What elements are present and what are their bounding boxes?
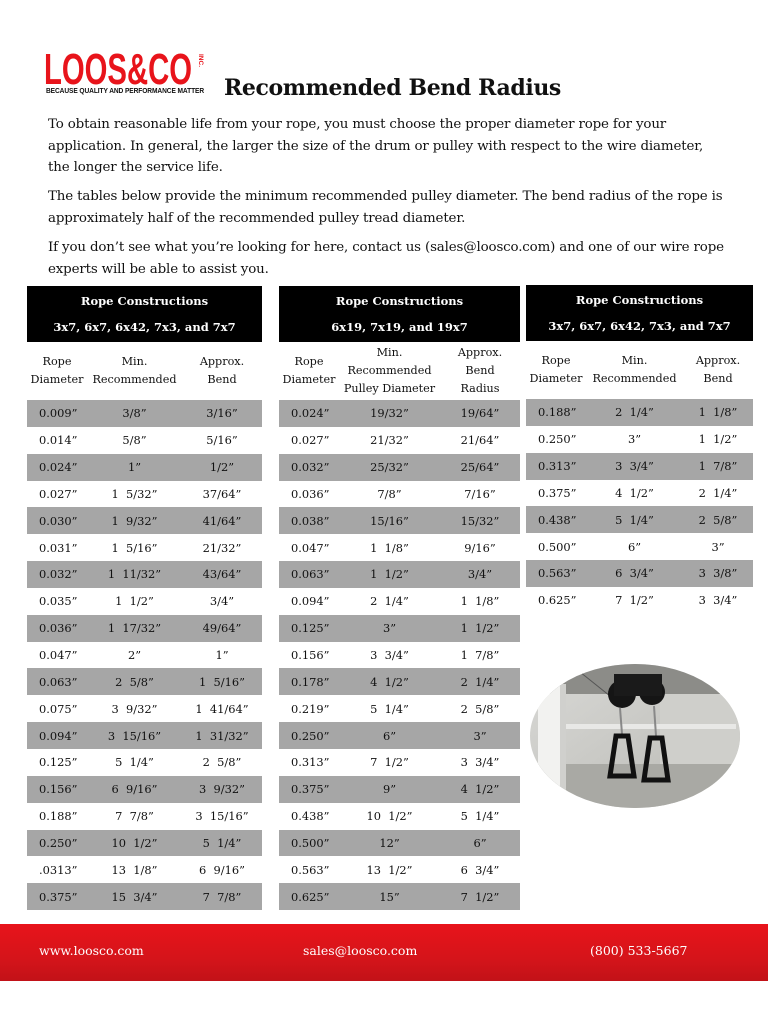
table-row bbox=[279, 400, 520, 427]
cell-approx-bend: 3” bbox=[473, 728, 487, 743]
cell-approx-bend: 6” bbox=[473, 835, 487, 850]
table-row bbox=[279, 856, 520, 883]
table-row bbox=[279, 722, 520, 749]
cell-rope-diameter: 0.313” bbox=[291, 755, 330, 770]
column-headers bbox=[27, 342, 262, 400]
cell-approx-bend: 7 7/8” bbox=[202, 889, 242, 904]
table-row bbox=[27, 776, 262, 803]
table-row bbox=[526, 453, 753, 480]
cell-rope-diameter: 0.063” bbox=[39, 674, 78, 689]
contact-paragraph: If you don’t see what you’re looking for here, contact us (sales@loosco.com) and one of our wire rope experts will be able to assist you. bbox=[48, 240, 724, 277]
table-row bbox=[27, 427, 262, 454]
table-row bbox=[279, 803, 520, 830]
table-header bbox=[27, 286, 262, 342]
cell-approx-bend: 37/64” bbox=[202, 486, 242, 501]
cell-approx-bend: 5 1/4” bbox=[202, 835, 242, 850]
cell-min-recommended: 1” bbox=[127, 460, 142, 475]
table-row bbox=[27, 803, 262, 830]
svg-text:LOOS&CO: LOOS&CO bbox=[44, 46, 192, 90]
cell-min-recommended: 13 1/2” bbox=[366, 862, 413, 877]
cell-rope-diameter: 0.047” bbox=[291, 540, 330, 555]
cell-approx-bend: 21/64” bbox=[460, 433, 500, 448]
cell-rope-diameter: 0.027” bbox=[39, 486, 78, 501]
cell-min-recommended: 15 3/4” bbox=[111, 889, 158, 904]
column-header-min-recommended: Min. Recommended bbox=[92, 355, 177, 386]
cell-min-recommended: 21/32” bbox=[370, 433, 409, 448]
table-row bbox=[279, 481, 520, 508]
table-header-constructions: 3x7, 6x7, 6x42, 7x3, and 7x7 bbox=[53, 320, 236, 334]
cell-min-recommended: 5/8” bbox=[122, 433, 147, 448]
cell-min-recommended: 6” bbox=[382, 728, 397, 743]
cell-approx-bend: 1 1/2” bbox=[460, 621, 500, 636]
cell-rope-diameter: 0.075” bbox=[39, 701, 78, 716]
cell-min-recommended: 25/32” bbox=[370, 460, 409, 475]
cell-approx-bend: 3 3/4” bbox=[698, 593, 738, 608]
cell-min-recommended: 10 1/2” bbox=[111, 835, 158, 850]
cell-min-recommended: 13 1/8” bbox=[111, 862, 158, 877]
cell-min-recommended: 2 5/8” bbox=[115, 674, 154, 689]
cell-rope-diameter: 0.563” bbox=[538, 566, 577, 581]
table-row bbox=[279, 454, 520, 481]
table-row bbox=[27, 695, 262, 722]
cell-min-recommended: 4 1/2” bbox=[615, 485, 654, 500]
cell-rope-diameter: 0.032” bbox=[291, 460, 330, 475]
table-header-constructions: 6x19, 7x19, and 19x7 bbox=[331, 320, 468, 334]
cell-min-recommended: 1 17/32” bbox=[107, 621, 162, 636]
page-title: Recommended Bend Radius bbox=[224, 75, 561, 101]
cell-rope-diameter: 0.024” bbox=[39, 460, 78, 475]
cell-min-recommended: 3” bbox=[627, 432, 642, 447]
cell-min-recommended: 7 7/8” bbox=[115, 809, 154, 824]
column-header-rope-diameter: Rope Diameter bbox=[30, 355, 84, 386]
cell-rope-diameter: 0.125” bbox=[291, 621, 330, 636]
cell-approx-bend: 43/64” bbox=[202, 567, 242, 582]
bend-radius-table-6x19 bbox=[279, 286, 520, 910]
cell-rope-diameter: 0.188” bbox=[538, 405, 577, 420]
cell-approx-bend: 1” bbox=[215, 648, 229, 663]
table-row bbox=[27, 481, 262, 508]
cell-min-recommended: 6 3/4” bbox=[615, 566, 654, 581]
cell-min-recommended: 2 1/4” bbox=[615, 405, 654, 420]
cell-min-recommended: 3 3/4” bbox=[615, 459, 654, 474]
cell-rope-diameter: 0.375” bbox=[291, 782, 330, 797]
table-row bbox=[526, 480, 753, 507]
cell-min-recommended: 7 1/2” bbox=[370, 755, 409, 770]
table-row bbox=[27, 642, 262, 669]
cell-rope-diameter: 0.035” bbox=[39, 594, 78, 609]
cell-approx-bend: 2 5/8” bbox=[202, 755, 242, 770]
column-header-approx-bend: Approx. Bend bbox=[695, 354, 741, 385]
table-body bbox=[279, 400, 520, 910]
footer-phone: (800) 533-5667 bbox=[590, 943, 688, 958]
footer-email-link[interactable]: sales@loosco.com bbox=[303, 943, 418, 958]
cell-rope-diameter: 0.188” bbox=[39, 809, 78, 824]
cable-pulley-handles-photo bbox=[530, 664, 740, 808]
cell-min-recommended: 1 5/32” bbox=[111, 486, 158, 501]
cell-rope-diameter: 0.375” bbox=[538, 485, 577, 500]
table-row bbox=[279, 749, 520, 776]
cell-approx-bend: 3 9/32” bbox=[199, 782, 245, 797]
cell-min-recommended: 15/16” bbox=[370, 513, 409, 528]
cell-rope-diameter: 0.250” bbox=[39, 835, 78, 850]
cell-approx-bend: 2 5/8” bbox=[460, 701, 500, 716]
cell-rope-diameter: 0.250” bbox=[538, 432, 577, 447]
cell-approx-bend: 1 7/8” bbox=[460, 648, 500, 663]
table-row bbox=[27, 856, 262, 883]
table-row bbox=[279, 588, 520, 615]
cell-rope-diameter: 0.036” bbox=[39, 621, 78, 636]
cell-rope-diameter: 0.030” bbox=[39, 513, 78, 528]
cell-approx-bend: 19/64” bbox=[460, 406, 500, 421]
cell-min-recommended: 3 3/4” bbox=[370, 648, 409, 663]
cell-rope-diameter: 0.063” bbox=[291, 567, 330, 582]
column-header-rope-diameter: Rope Diameter bbox=[282, 355, 336, 386]
cell-min-recommended: 10 1/2” bbox=[366, 809, 413, 824]
cell-min-recommended: 9” bbox=[382, 782, 397, 797]
cell-approx-bend: 3/16” bbox=[206, 406, 238, 421]
cell-approx-bend: 7/16” bbox=[464, 486, 496, 501]
cell-rope-diameter: 0.500” bbox=[291, 835, 330, 850]
cell-approx-bend: 6 3/4” bbox=[460, 862, 500, 877]
cell-rope-diameter: 0.014” bbox=[39, 433, 78, 448]
cell-rope-diameter: 0.219” bbox=[291, 701, 330, 716]
cell-rope-diameter: 0.038” bbox=[291, 513, 330, 528]
cell-rope-diameter: 0.250” bbox=[291, 728, 330, 743]
footer-website-link[interactable]: www.loosco.com bbox=[39, 943, 144, 958]
cell-approx-bend: 1 41/64” bbox=[195, 701, 249, 716]
cell-min-recommended: 1 1/2” bbox=[115, 594, 154, 609]
cell-approx-bend: 5/16” bbox=[206, 433, 238, 448]
table-row bbox=[526, 560, 753, 587]
table-row bbox=[279, 507, 520, 534]
cell-approx-bend: 1 7/8” bbox=[698, 459, 738, 474]
cell-rope-diameter: 0.313” bbox=[538, 459, 577, 474]
cell-min-recommended: 5 1/4” bbox=[115, 755, 154, 770]
cell-min-recommended: 3” bbox=[382, 621, 397, 636]
cell-min-recommended: 3 9/32” bbox=[111, 701, 158, 716]
cell-approx-bend: 3” bbox=[711, 539, 725, 554]
cell-approx-bend: 41/64” bbox=[202, 513, 242, 528]
cell-rope-diameter: 0.031” bbox=[39, 540, 78, 555]
table-row bbox=[27, 534, 262, 561]
cell-rope-diameter: 0.047” bbox=[39, 648, 78, 663]
cell-min-recommended: 4 1/2” bbox=[370, 674, 409, 689]
cell-rope-diameter: 0.625” bbox=[291, 889, 330, 904]
table-row bbox=[526, 533, 753, 560]
footer-bar bbox=[0, 924, 768, 981]
table-row bbox=[279, 534, 520, 561]
cell-min-recommended: 15” bbox=[379, 889, 400, 904]
cell-approx-bend: 5 1/4” bbox=[460, 809, 500, 824]
cell-rope-diameter: 0.625” bbox=[538, 593, 577, 608]
cell-rope-diameter: 0.438” bbox=[291, 809, 330, 824]
table-header-constructions: 3x7, 6x7, 6x42, 7x3, and 7x7 bbox=[548, 319, 731, 333]
cell-min-recommended: 2 1/4” bbox=[370, 594, 409, 609]
cell-min-recommended: 1 9/32” bbox=[111, 513, 158, 528]
table-body bbox=[526, 399, 753, 614]
table-header-title: Rope Constructions bbox=[575, 293, 704, 307]
cell-rope-diameter: 0.032” bbox=[39, 567, 78, 582]
cell-approx-bend: 2 5/8” bbox=[698, 512, 738, 527]
cell-min-recommended: 7/8” bbox=[377, 486, 402, 501]
company-logo bbox=[44, 46, 209, 98]
table-body bbox=[27, 400, 262, 910]
cell-min-recommended: 2” bbox=[127, 648, 142, 663]
column-header-min-recommended: Min. Recommended bbox=[592, 354, 677, 385]
logo-tagline: BECAUSE QUALITY AND PERFORMANCE MATTER bbox=[46, 86, 205, 95]
cell-approx-bend: 2 1/4” bbox=[698, 485, 738, 500]
loos-co-wordmark-logo bbox=[44, 46, 209, 90]
column-headers bbox=[526, 341, 753, 399]
cell-rope-diameter: 0.024” bbox=[291, 406, 330, 421]
table-row bbox=[279, 695, 520, 722]
table-header-title: Rope Constructions bbox=[80, 294, 209, 308]
column-header-rope-diameter: Rope Diameter bbox=[529, 354, 583, 385]
cell-approx-bend: 1 1/8” bbox=[460, 594, 500, 609]
cell-approx-bend: 15/32” bbox=[460, 513, 500, 528]
table-row bbox=[279, 561, 520, 588]
cell-min-recommended: 19/32” bbox=[370, 406, 409, 421]
cell-approx-bend: 9/16” bbox=[464, 540, 496, 555]
table-row bbox=[279, 642, 520, 669]
cell-approx-bend: 1/2” bbox=[209, 460, 235, 475]
table-header bbox=[279, 286, 520, 342]
cell-approx-bend: 4 1/2” bbox=[460, 782, 500, 797]
cell-rope-diameter: 0.156” bbox=[291, 648, 330, 663]
cell-min-recommended: 6” bbox=[627, 539, 642, 554]
cell-min-recommended: 1 11/32” bbox=[107, 567, 162, 582]
column-headers bbox=[279, 342, 520, 400]
table-row bbox=[279, 830, 520, 857]
table-row bbox=[27, 883, 262, 910]
cell-approx-bend: 3 15/16” bbox=[195, 809, 249, 824]
cell-rope-diameter: .0313” bbox=[39, 862, 78, 877]
cell-approx-bend: 21/32” bbox=[202, 540, 242, 555]
table-header-title: Rope Constructions bbox=[335, 294, 464, 308]
cell-rope-diameter: 0.036” bbox=[291, 486, 330, 501]
cell-min-recommended: 5 1/4” bbox=[370, 701, 409, 716]
cell-approx-bend: 3/4” bbox=[467, 567, 493, 582]
table-row bbox=[279, 883, 520, 910]
cell-min-recommended: 6 9/16” bbox=[111, 782, 158, 797]
cell-approx-bend: 1 5/16” bbox=[199, 674, 245, 689]
table-row bbox=[27, 588, 262, 615]
cell-rope-diameter: 0.009” bbox=[39, 406, 78, 421]
svg-text:INC.: INC. bbox=[197, 54, 204, 67]
cell-min-recommended: 5 1/4” bbox=[615, 512, 654, 527]
cell-approx-bend: 6 9/16” bbox=[199, 862, 245, 877]
bend-radius-table-3x7 bbox=[27, 286, 262, 910]
table-row bbox=[27, 615, 262, 642]
cell-approx-bend: 1 1/2” bbox=[698, 432, 738, 447]
cell-rope-diameter: 0.125” bbox=[39, 755, 78, 770]
cell-approx-bend: 3 3/4” bbox=[460, 755, 500, 770]
cell-rope-diameter: 0.500” bbox=[538, 539, 577, 554]
table-row bbox=[526, 506, 753, 533]
cell-min-recommended: 1 1/2” bbox=[370, 567, 409, 582]
table-row bbox=[27, 561, 262, 588]
table-row bbox=[27, 722, 262, 749]
cell-min-recommended: 3/8” bbox=[122, 406, 147, 421]
cell-approx-bend: 25/64” bbox=[460, 460, 500, 475]
cell-approx-bend: 49/64” bbox=[202, 621, 242, 636]
table-row bbox=[526, 399, 753, 426]
cell-min-recommended: 3 15/16” bbox=[107, 728, 162, 743]
table-row bbox=[27, 749, 262, 776]
cell-approx-bend: 3 3/8” bbox=[698, 566, 738, 581]
table-row bbox=[27, 454, 262, 481]
cell-rope-diameter: 0.178” bbox=[291, 674, 330, 689]
table-row bbox=[27, 668, 262, 695]
cell-approx-bend: 2 1/4” bbox=[460, 674, 500, 689]
cell-min-recommended: 7 1/2” bbox=[615, 593, 654, 608]
cell-rope-diameter: 0.563” bbox=[291, 862, 330, 877]
cell-min-recommended: 12” bbox=[379, 835, 400, 850]
table-row bbox=[27, 507, 262, 534]
cell-approx-bend: 1 1/8” bbox=[698, 405, 738, 420]
column-header-approx-bend: Approx. Bend bbox=[199, 355, 245, 386]
cell-rope-diameter: 0.375” bbox=[39, 889, 78, 904]
column-header-approx-bend-radius: Approx. Bend Radius bbox=[457, 346, 503, 395]
cell-rope-diameter: 0.027” bbox=[291, 433, 330, 448]
table-row bbox=[526, 587, 753, 614]
table-row bbox=[27, 830, 262, 857]
cell-rope-diameter: 0.094” bbox=[291, 594, 330, 609]
cell-approx-bend: 1 31/32” bbox=[195, 728, 249, 743]
column-header-min-recommended-pulley-diameter: Min. Recommended Pulley Diameter bbox=[343, 346, 436, 395]
cell-min-recommended: 1 5/16” bbox=[111, 540, 158, 555]
cell-approx-bend: 7 1/2” bbox=[460, 889, 500, 904]
tables-description-paragraph: The tables below provide the minimum recommended pulley diameter. The bend radius of the rope is approximately half of the recommended pulley tread diameter. bbox=[48, 189, 723, 226]
table-row bbox=[279, 776, 520, 803]
table-row bbox=[27, 400, 262, 427]
table-header bbox=[526, 285, 753, 341]
cell-rope-diameter: 0.438” bbox=[538, 512, 577, 527]
cell-rope-diameter: 0.094” bbox=[39, 728, 78, 743]
table-row bbox=[279, 427, 520, 454]
table-row bbox=[279, 668, 520, 695]
bend-radius-table-3x7-large bbox=[526, 285, 753, 614]
intro-paragraph: To obtain reasonable life from your rope, you must choose the proper diameter rope for your application. In general, the larger the size of the drum or pulley with respect to the wire diameter, the longer the service life. bbox=[48, 117, 704, 175]
cell-approx-bend: 3/4” bbox=[209, 594, 235, 609]
table-row bbox=[279, 615, 520, 642]
cell-rope-diameter: 0.156” bbox=[39, 782, 78, 797]
table-row bbox=[526, 426, 753, 453]
cell-min-recommended: 1 1/8” bbox=[370, 540, 409, 555]
